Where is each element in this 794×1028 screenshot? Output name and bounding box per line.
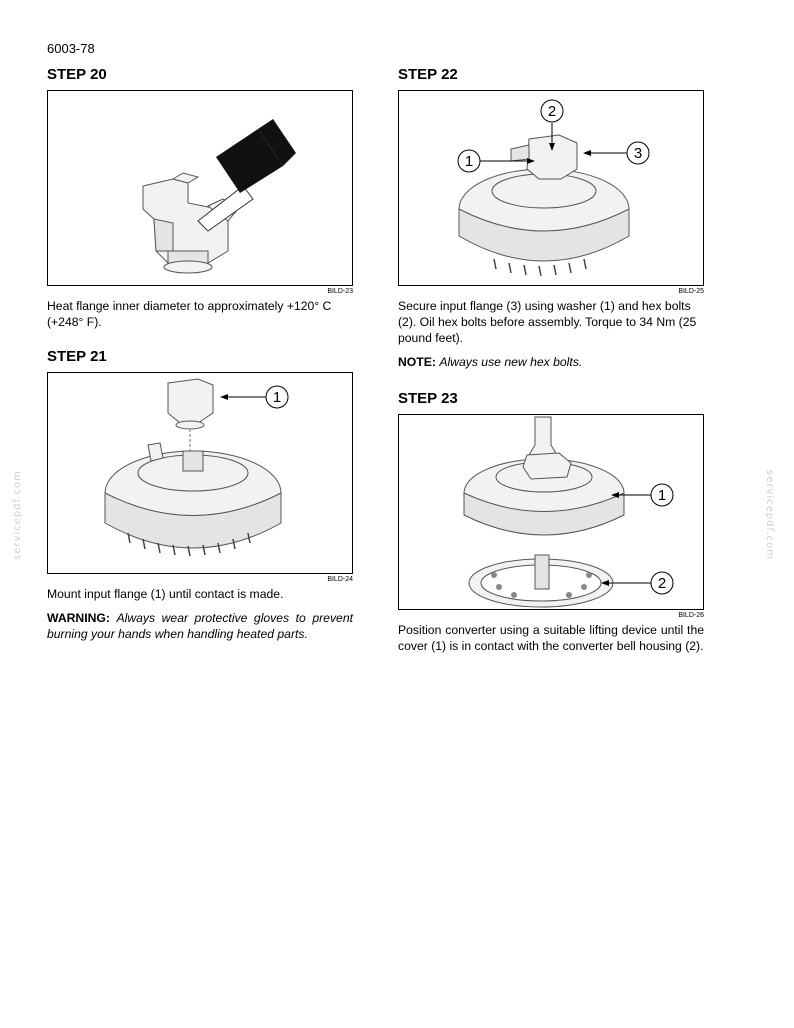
flange-heating-illustration xyxy=(48,91,346,285)
warning-text: Always wear protective gloves to prevent burning your hands when handling heated parts. xyxy=(47,611,353,641)
step-23 xyxy=(398,390,704,654)
step-22 xyxy=(398,66,704,370)
converter-flange-illustration xyxy=(48,373,346,573)
step-21-figure xyxy=(47,372,353,574)
svg-text:3: 3 xyxy=(633,145,643,162)
callout-1 xyxy=(266,386,288,408)
flange-bolt-illustration xyxy=(399,91,697,285)
callout-1 xyxy=(458,150,480,172)
step-22-figure xyxy=(398,90,704,286)
callout-1 xyxy=(651,484,673,506)
svg-text:2: 2 xyxy=(657,575,667,592)
left-column xyxy=(47,66,353,642)
right-column xyxy=(398,66,704,654)
step-23-figure xyxy=(398,414,704,610)
step-22-title: STEP 22 xyxy=(398,66,458,83)
step-21-warning xyxy=(47,610,353,642)
callout-2 xyxy=(651,572,673,594)
svg-text:1: 1 xyxy=(464,153,474,170)
note-label: NOTE: xyxy=(398,355,436,369)
step-20-figure xyxy=(47,90,353,286)
step-21 xyxy=(47,348,353,642)
step-21-title: STEP 21 xyxy=(47,348,107,365)
step-22-text: Secure input flange (3) using washer (1) and hex bolts (2). Oil hex bolts before assembly. Torque to 34 Nm (25 pound feet). xyxy=(398,299,697,345)
step-21-figure-id: BILD-24 xyxy=(327,576,353,583)
svg-text:2: 2 xyxy=(547,103,557,120)
step-20-text: Heat flange inner diameter to approximately +120° C (+248° F). xyxy=(47,299,332,329)
warning-label: WARNING: xyxy=(47,611,110,625)
step-21-text: Mount input flange (1) until contact is made. xyxy=(47,587,284,601)
svg-text:1: 1 xyxy=(272,389,282,406)
watermark-left: servicepdf.com xyxy=(12,470,23,560)
watermark-right: servicepdf.com xyxy=(764,470,775,560)
step-22-note xyxy=(398,354,704,370)
callout-3 xyxy=(627,142,649,164)
step-23-title: STEP 23 xyxy=(398,390,458,407)
page-number: 6003-78 xyxy=(47,41,95,56)
step-20-title: STEP 20 xyxy=(47,66,107,83)
step-22-figure-id: BILD-25 xyxy=(678,288,704,295)
step-23-figure-id: BILD-26 xyxy=(678,612,704,619)
svg-text:1: 1 xyxy=(657,487,667,504)
step-23-text: Position converter using a suitable lifting device until the cover (1) is in contact with the converter bell housing (2). xyxy=(398,623,704,653)
step-20-figure-id: BILD-23 xyxy=(327,288,353,295)
note-text: Always use new hex bolts. xyxy=(439,355,583,369)
step-20 xyxy=(47,66,353,330)
callout-2 xyxy=(541,100,563,122)
converter-bell-housing-illustration xyxy=(399,415,697,609)
